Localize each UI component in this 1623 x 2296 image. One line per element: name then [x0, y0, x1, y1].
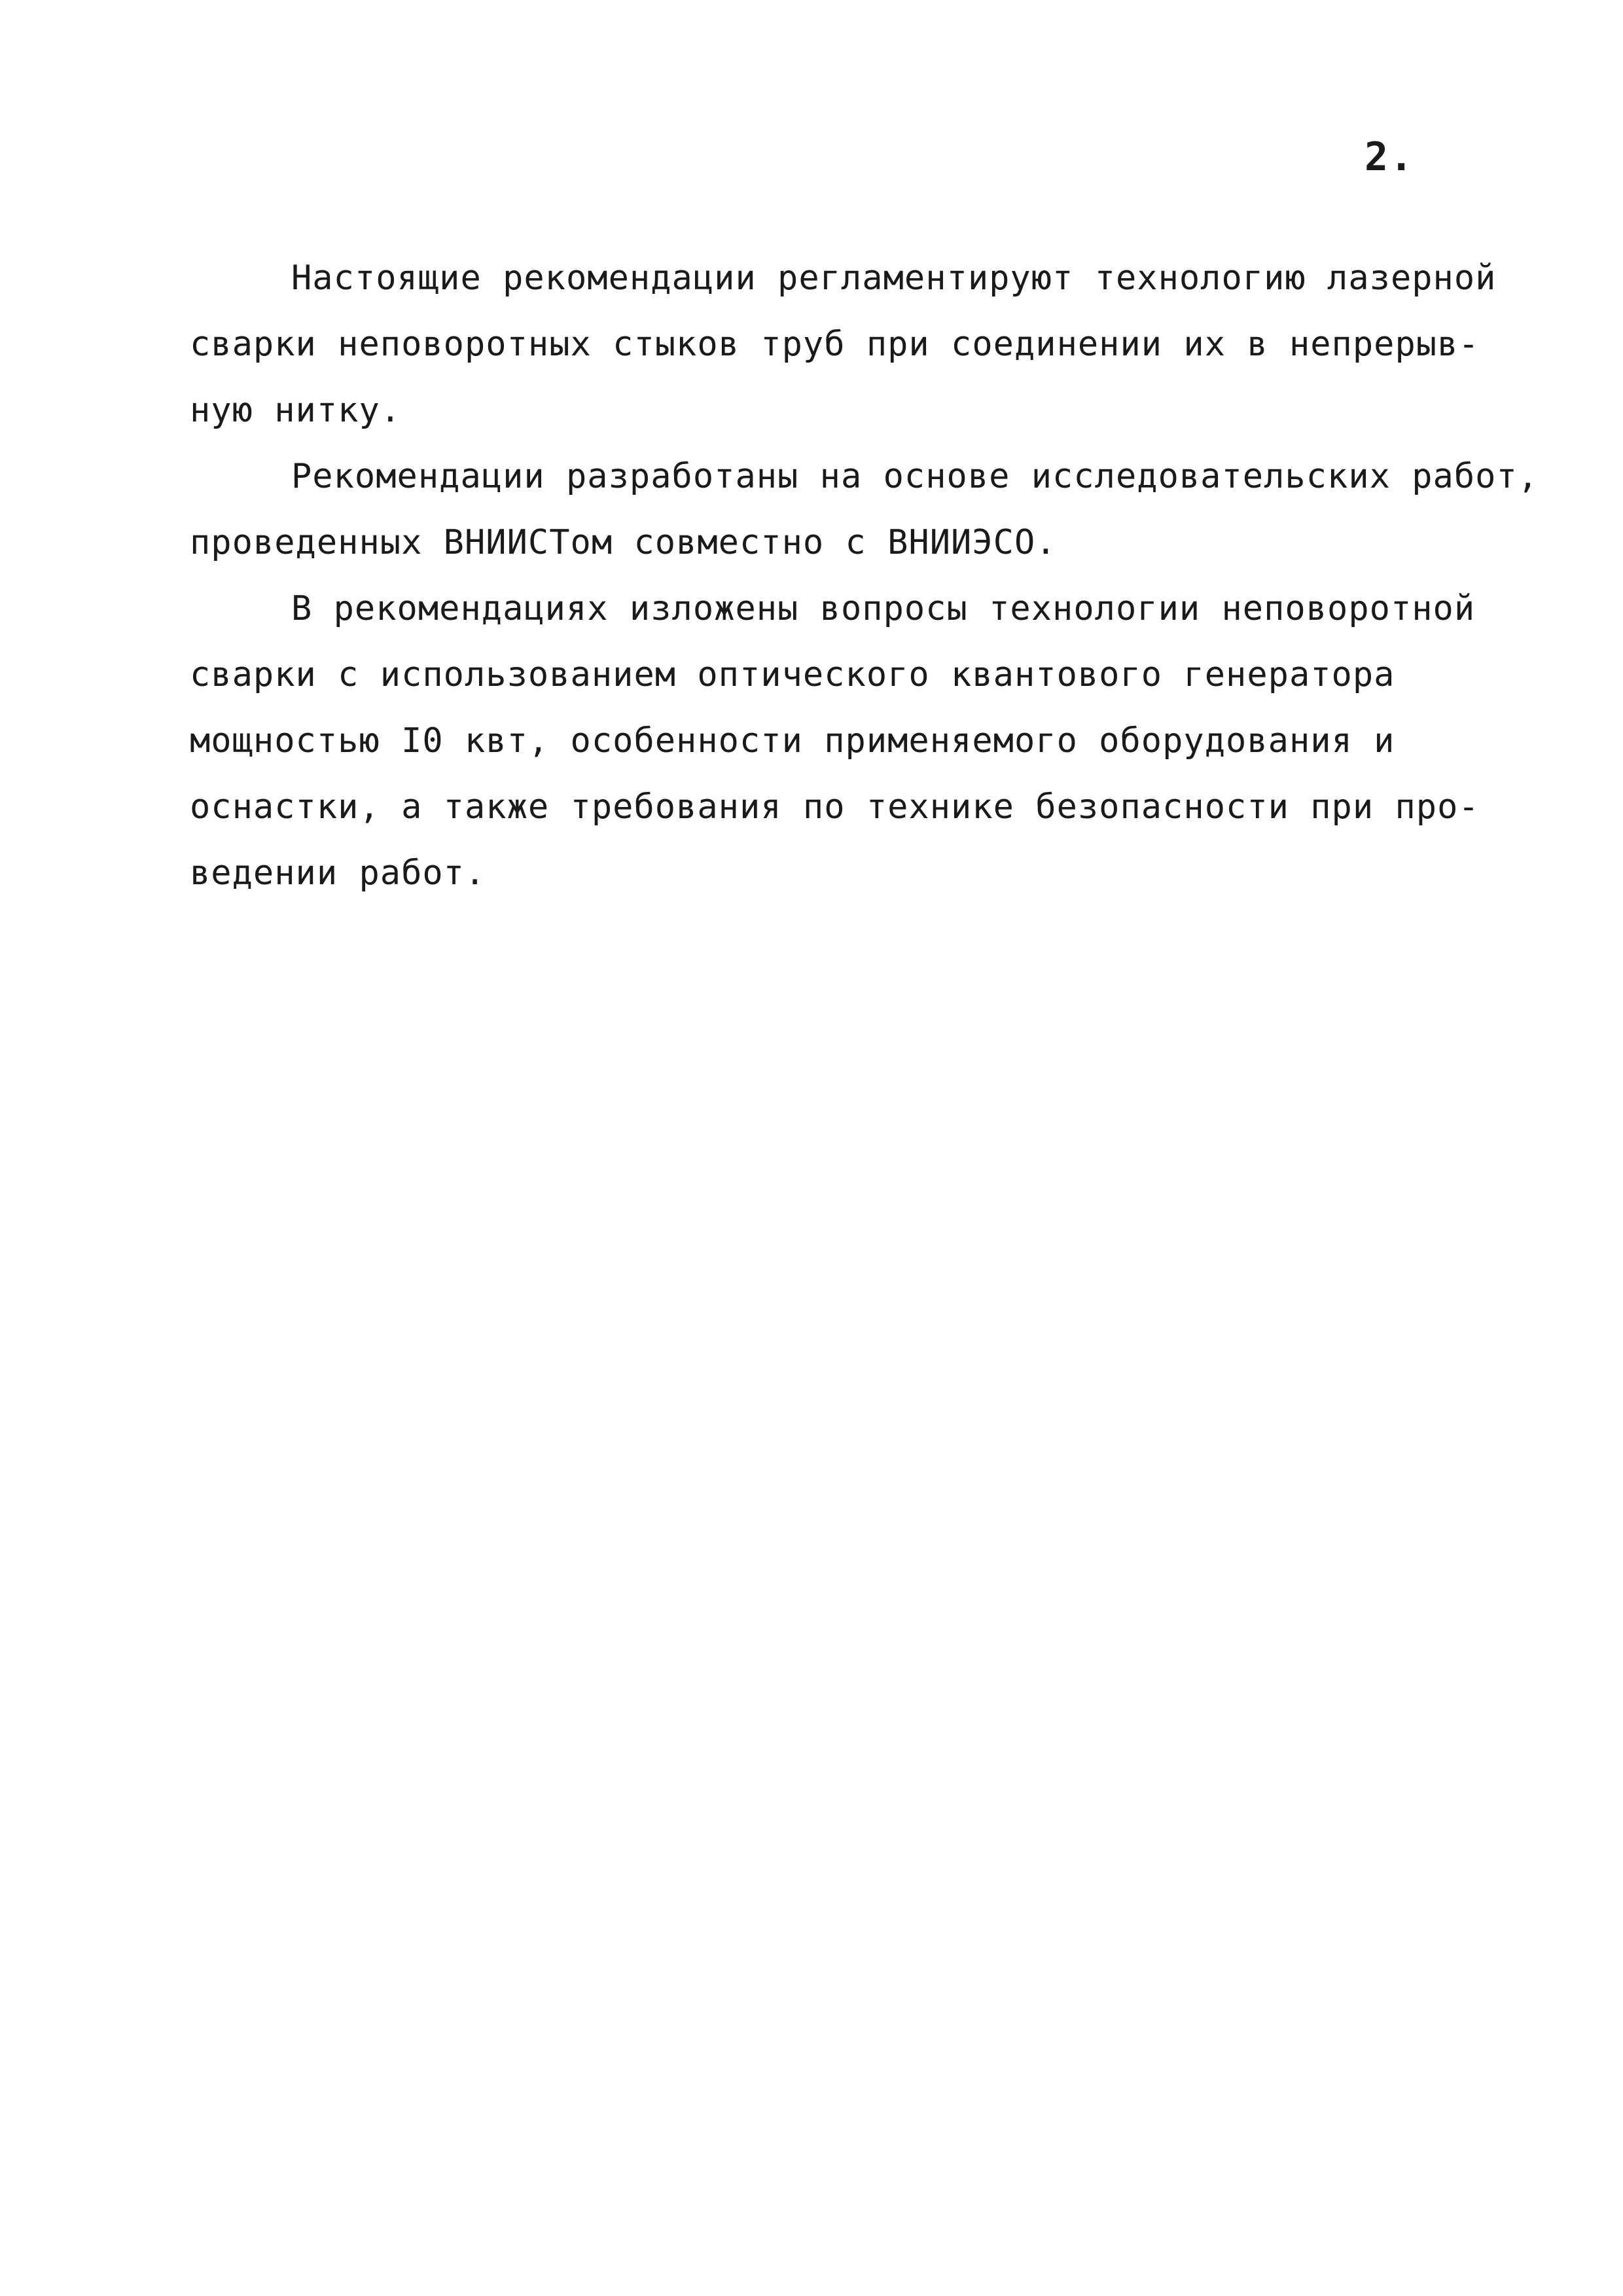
body-text — [190, 245, 1539, 906]
text-line: оснастки, а также требования по технике безопасности при про- — [190, 787, 1480, 827]
paragraph-contents — [190, 576, 1486, 906]
text-line: ную нитку. — [190, 391, 402, 430]
text-line: проведенных ВНИИСТом совместно с ВНИИЭСО. — [190, 523, 1057, 562]
text-line: сварки неповоротных стыков труб при соединении их в непрерыв- — [190, 325, 1480, 364]
text-line: Настоящие рекомендации регламентируют технологию лазерной — [291, 259, 1497, 298]
page-number: 2. — [1364, 134, 1415, 180]
text-line: В рекомендациях изложены вопросы технологии неповоротной — [291, 589, 1476, 628]
text-line: ведении работ. — [190, 853, 486, 893]
text-line: мощностью I0 квт, особенности применяемого оборудования и — [190, 721, 1395, 761]
text-line: Рекомендации разработаны на основе исследовательских работ, — [291, 457, 1539, 496]
text-line: сварки с использованием оптического квантового генератора — [190, 655, 1395, 694]
paragraph-purpose — [190, 245, 1497, 444]
paragraph-authorship — [190, 444, 1539, 576]
